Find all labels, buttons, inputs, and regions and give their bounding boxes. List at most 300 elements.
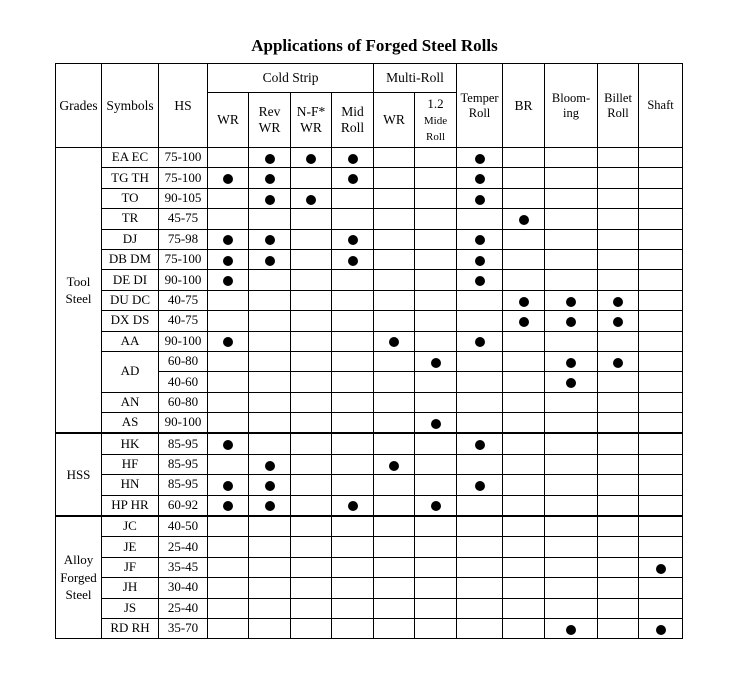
application-cell [598,209,639,229]
application-cell [545,578,598,598]
application-cell [291,454,332,474]
application-cell [374,148,415,168]
application-dot-icon [348,154,358,164]
application-cell [374,311,415,331]
application-cell [374,290,415,310]
application-cell [374,598,415,618]
application-cell [208,188,249,208]
table-row [56,290,683,310]
application-cell [457,495,503,516]
application-cell [374,537,415,557]
table-row [56,168,683,188]
application-cell [291,270,332,290]
application-cell [332,413,374,434]
hs-cell: 75-100 [159,148,208,168]
hs-cell: 45-75 [159,209,208,229]
application-cell [291,495,332,516]
application-cell [291,168,332,188]
application-cell [374,413,415,434]
application-cell [249,168,291,188]
application-dot-icon [223,276,233,286]
application-cell [639,372,683,392]
application-cell [503,392,545,412]
application-dot-icon [431,501,441,511]
table-row [56,557,683,577]
symbol-cell: AS [102,413,159,434]
application-cell [208,495,249,516]
application-dot-icon [475,337,485,347]
application-dot-icon [389,337,399,347]
application-cell [639,311,683,331]
application-dot-icon [566,378,576,388]
header-temper-roll: Temper Roll [457,64,503,148]
application-cell [415,475,457,495]
application-cell [545,168,598,188]
application-cell [503,311,545,331]
header-mr-12-mide-roll: 1.2 Mide Roll [415,93,457,148]
application-cell [374,249,415,269]
application-cell [415,495,457,516]
symbol-cell: EA EC [102,148,159,168]
application-cell [545,392,598,412]
application-cell [598,392,639,412]
hs-cell: 75-100 [159,168,208,188]
application-cell [598,537,639,557]
application-cell [291,290,332,310]
symbol-cell: JC [102,516,159,537]
application-dot-icon [475,256,485,266]
application-cell [374,578,415,598]
application-cell [249,188,291,208]
application-cell [457,598,503,618]
application-cell [503,331,545,351]
application-cell [457,516,503,537]
application-cell [332,372,374,392]
application-cell [332,392,374,412]
application-dot-icon [475,235,485,245]
application-dot-icon [431,358,441,368]
hs-cell: 90-100 [159,270,208,290]
applications-table [55,63,683,639]
hs-cell: 85-95 [159,433,208,454]
application-cell [208,229,249,249]
symbol-cell: DB DM [102,249,159,269]
application-cell [291,311,332,331]
application-cell [457,618,503,638]
application-cell [545,229,598,249]
application-cell [415,168,457,188]
application-cell [291,578,332,598]
application-dot-icon [566,358,576,368]
application-dot-icon [223,501,233,511]
application-cell [545,209,598,229]
application-cell [457,249,503,269]
application-cell [249,351,291,371]
application-dot-icon [656,564,666,574]
application-cell [639,209,683,229]
application-cell [249,148,291,168]
application-cell [374,433,415,454]
application-dot-icon [265,174,275,184]
application-dot-icon [265,256,275,266]
application-dot-icon [223,440,233,450]
application-cell [332,433,374,454]
application-cell [415,188,457,208]
application-cell [457,331,503,351]
application-cell [415,537,457,557]
application-cell [249,270,291,290]
application-cell [332,557,374,577]
table-row [56,516,683,537]
application-cell [208,209,249,229]
application-cell [291,148,332,168]
application-cell [598,270,639,290]
application-cell [639,168,683,188]
application-cell [503,516,545,537]
application-dot-icon [656,625,666,635]
application-cell [598,372,639,392]
grade-hss: HSS [56,433,102,516]
application-cell [503,475,545,495]
application-cell [291,209,332,229]
application-dot-icon [475,174,485,184]
application-cell [503,537,545,557]
application-cell [374,516,415,537]
symbol-cell: JS [102,598,159,618]
application-dot-icon [475,276,485,286]
hs-cell: 85-95 [159,454,208,474]
header-br: BR [503,64,545,148]
application-cell [639,392,683,412]
application-dot-icon [613,317,623,327]
header-cold-strip: Cold Strip [208,64,374,93]
table-row [56,495,683,516]
application-cell [374,351,415,371]
hs-cell: 40-75 [159,290,208,310]
application-cell [598,557,639,577]
application-cell [503,578,545,598]
application-cell [503,495,545,516]
application-cell [415,351,457,371]
application-cell [457,209,503,229]
application-cell [249,618,291,638]
application-cell [332,537,374,557]
application-cell [457,188,503,208]
application-dot-icon [265,154,275,164]
application-cell [208,270,249,290]
application-cell [208,148,249,168]
symbol-cell: RD RH [102,618,159,638]
application-cell [457,351,503,371]
table-row [56,598,683,618]
application-cell [457,413,503,434]
application-cell [598,578,639,598]
application-cell [249,372,291,392]
application-cell [545,598,598,618]
application-cell [374,392,415,412]
application-cell [639,537,683,557]
application-cell [545,516,598,537]
application-dot-icon [519,215,529,225]
application-cell [598,148,639,168]
symbol-cell: DX DS [102,311,159,331]
page-title: Applications of Forged Steel Rolls [251,36,498,55]
symbol-cell: HP HR [102,495,159,516]
application-cell [503,413,545,434]
application-cell [598,598,639,618]
application-cell [639,270,683,290]
application-cell [208,351,249,371]
application-cell [598,229,639,249]
application-cell [415,249,457,269]
application-cell [415,311,457,331]
application-dot-icon [475,154,485,164]
application-cell [639,475,683,495]
application-cell [208,413,249,434]
application-cell [332,270,374,290]
application-cell [598,188,639,208]
hs-cell: 75-98 [159,229,208,249]
application-dot-icon [265,501,275,511]
hs-cell: 75-100 [159,249,208,269]
application-cell [249,433,291,454]
application-cell [639,249,683,269]
application-dot-icon [306,154,316,164]
table-row [56,188,683,208]
hs-cell: 60-92 [159,495,208,516]
application-cell [374,618,415,638]
application-cell [503,249,545,269]
application-cell [208,290,249,310]
header-mid-roll: Mid Roll [332,93,374,148]
application-cell [332,209,374,229]
symbol-cell: JE [102,537,159,557]
application-cell [332,229,374,249]
application-cell [208,331,249,351]
application-cell [208,475,249,495]
application-cell [545,249,598,269]
application-cell [249,209,291,229]
grade-tool-steel: Tool Steel [56,148,102,434]
application-cell [545,557,598,577]
application-cell [291,351,332,371]
symbol-cell: AA [102,331,159,351]
application-dot-icon [613,297,623,307]
symbol-cell: HK [102,433,159,454]
table-row [56,618,683,638]
application-cell [545,413,598,434]
application-cell [415,454,457,474]
application-cell [208,537,249,557]
application-cell [457,229,503,249]
header-billet-roll: Billet Roll [598,64,639,148]
application-dot-icon [613,358,623,368]
application-cell [291,475,332,495]
application-cell [415,331,457,351]
grade-alloy-forged-steel: Alloy Forged Steel [56,516,102,639]
application-dot-icon [306,195,316,205]
application-cell [208,618,249,638]
application-cell [503,188,545,208]
header-shaft: Shaft [639,64,683,148]
application-cell [503,598,545,618]
application-cell [415,270,457,290]
application-cell [545,372,598,392]
application-cell [415,229,457,249]
application-dot-icon [348,501,358,511]
application-cell [639,413,683,434]
hs-cell: 25-40 [159,598,208,618]
application-cell [374,454,415,474]
header-multi-roll: Multi-Roll [374,64,457,93]
application-dot-icon [265,235,275,245]
symbol-cell: TG TH [102,168,159,188]
application-cell [332,578,374,598]
symbol-cell: TR [102,209,159,229]
application-dot-icon [566,317,576,327]
symbol-cell: DU DC [102,290,159,310]
application-cell [457,311,503,331]
header-blooming: Bloom- ing [545,64,598,148]
application-dot-icon [265,195,275,205]
application-cell [415,618,457,638]
symbol-cell: HN [102,475,159,495]
application-cell [374,372,415,392]
header-hs: HS [159,64,208,148]
application-cell [249,454,291,474]
application-cell [598,413,639,434]
application-cell [503,229,545,249]
application-cell [639,351,683,371]
application-cell [457,392,503,412]
application-cell [598,454,639,474]
hs-cell: 90-100 [159,413,208,434]
application-cell [249,578,291,598]
application-cell [332,249,374,269]
application-cell [598,475,639,495]
hs-cell: 35-70 [159,618,208,638]
application-cell [249,557,291,577]
application-cell [639,578,683,598]
hs-cell: 85-95 [159,475,208,495]
application-cell [208,557,249,577]
application-cell [415,392,457,412]
hs-cell: 90-105 [159,188,208,208]
application-cell [457,372,503,392]
application-cell [332,618,374,638]
application-cell [332,495,374,516]
application-cell [332,290,374,310]
application-cell [545,454,598,474]
application-cell [639,557,683,577]
symbol-cell: AD [102,351,159,392]
application-cell [249,249,291,269]
application-cell [332,454,374,474]
symbol-cell: DJ [102,229,159,249]
application-cell [457,270,503,290]
application-cell [457,168,503,188]
application-cell [415,598,457,618]
application-cell [457,148,503,168]
application-cell [415,578,457,598]
table-row [56,475,683,495]
application-cell [457,537,503,557]
application-dot-icon [348,235,358,245]
table-row [56,270,683,290]
application-dot-icon [348,174,358,184]
application-dot-icon [223,235,233,245]
application-cell [639,618,683,638]
application-cell [639,188,683,208]
application-cell [291,557,332,577]
application-cell [249,598,291,618]
application-cell [545,618,598,638]
table-row [56,331,683,351]
application-cell [249,413,291,434]
application-cell [249,495,291,516]
application-dot-icon [223,481,233,491]
application-cell [503,148,545,168]
application-cell [332,516,374,537]
application-cell [545,475,598,495]
application-cell [208,578,249,598]
application-cell [545,433,598,454]
application-dot-icon [389,461,399,471]
application-cell [249,537,291,557]
hs-cell: 40-50 [159,516,208,537]
application-cell [598,433,639,454]
application-cell [291,516,332,537]
application-dot-icon [566,625,576,635]
application-cell [598,249,639,269]
hs-cell: 60-80 [159,351,208,371]
application-cell [208,454,249,474]
application-cell [249,331,291,351]
application-cell [639,454,683,474]
application-cell [415,413,457,434]
symbol-cell: AN [102,392,159,412]
application-cell [291,331,332,351]
application-cell [249,392,291,412]
application-dot-icon [348,256,358,266]
application-dot-icon [223,256,233,266]
application-cell [291,392,332,412]
application-cell [503,557,545,577]
application-cell [545,351,598,371]
application-cell [545,311,598,331]
application-cell [374,475,415,495]
application-dot-icon [519,297,529,307]
symbol-cell: JF [102,557,159,577]
application-cell [503,168,545,188]
application-cell [598,516,639,537]
application-dot-icon [265,461,275,471]
application-cell [208,372,249,392]
application-cell [639,495,683,516]
application-cell [249,229,291,249]
application-cell [374,270,415,290]
application-cell [503,454,545,474]
application-dot-icon [265,481,275,491]
table-row [56,433,683,454]
application-cell [415,290,457,310]
application-cell [374,209,415,229]
application-cell [291,249,332,269]
hs-cell: 90-100 [159,331,208,351]
application-cell [503,209,545,229]
application-cell [639,433,683,454]
application-cell [545,495,598,516]
